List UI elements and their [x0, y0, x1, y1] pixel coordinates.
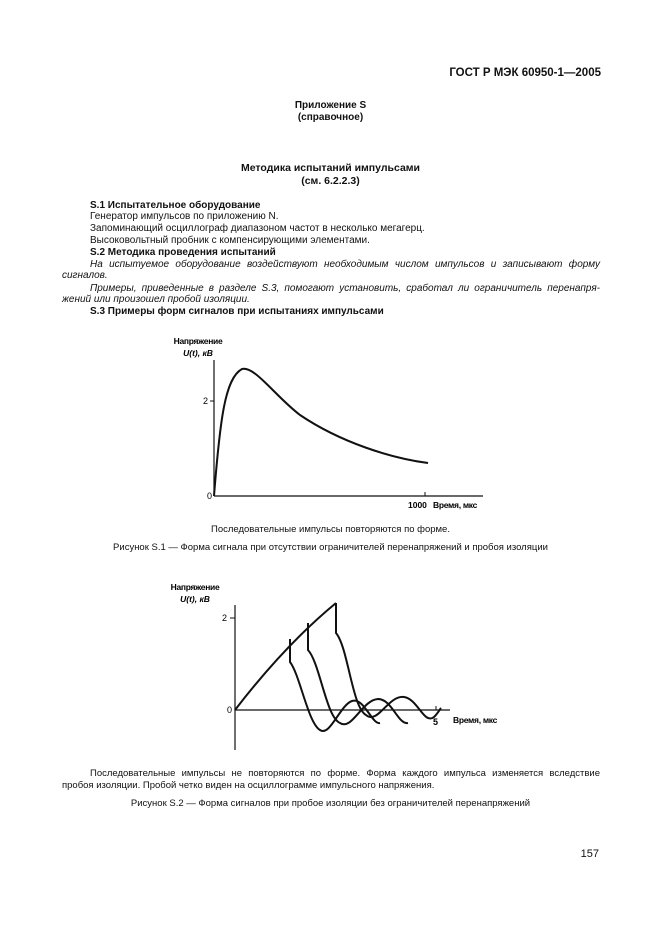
s2-heading: S.2 Методика проведения испытаний	[90, 247, 276, 258]
fig1-note: Последовательные импульсы повторяются по форме.	[211, 524, 450, 535]
page-number: 157	[580, 848, 599, 860]
fig2-note-line1: Последовательные импульсы не повторяются по форме. Форма каждого импульса изменяется вследствие	[90, 768, 600, 779]
s1-heading: S.1 Испытательное оборудование	[90, 200, 261, 211]
document-header: ГОСТ Р МЭК 60950-1—2005	[449, 67, 601, 79]
s1-line-2: Запоминающий осциллограф диапазоном частот в несколько мегагерц.	[90, 223, 425, 234]
s2-p2-line1: Примеры, приведенные в разделе S.3, помогают установить, сработал ли ограничитель перенапря-	[90, 283, 600, 294]
fig1-impulse-curve	[214, 369, 428, 496]
fig2-pulse-2	[308, 623, 408, 724]
s2-p1-line2: сигналов.	[62, 270, 108, 281]
fig2-tick-origin-label: 0	[226, 705, 232, 715]
fig1-caption: Рисунок S.1 — Форма сигнала при отсутствии ограничителей перенапряжений и пробоя изоляции	[113, 542, 548, 553]
fig2-tick-y2-label: 2	[221, 613, 227, 623]
fig1-tick-x-label: 1000	[408, 500, 427, 510]
s1-line-1: Генератор импульсов по приложению N.	[90, 211, 279, 222]
section-title: Методика испытаний импульсами	[240, 162, 421, 174]
fig1-y-label-line2: U(t), кВ	[183, 348, 213, 358]
figure-1-plot	[0, 320, 661, 520]
fig2-y-label-line1: Напряжение	[170, 582, 220, 592]
fig1-x-label: Время, мкс	[433, 500, 478, 510]
fig1-tick-y2-label: 2	[202, 396, 208, 406]
fig2-note-line2: пробоя изоляции. Пробой четко виден на осциллограмме импульсного напряжения.	[62, 780, 435, 791]
s2-p2-line2: жений или произошел пробой изоляции.	[62, 294, 250, 305]
figure-2-plot	[0, 575, 661, 765]
fig2-tick-x-label: 5	[433, 717, 439, 727]
fig2-rise-curve	[235, 603, 336, 710]
appendix-subtitle: (справочное)	[297, 112, 364, 123]
s3-heading: S.3 Примеры форм сигналов при испытаниях импульсами	[90, 306, 384, 317]
fig2-caption: Рисунок S.2 — Форма сигналов при пробое изоляции без ограничителей перенапряжений	[130, 798, 531, 809]
fig2-x-label: Время, мкс	[453, 715, 498, 725]
fig1-tick-origin-label: 0	[206, 491, 212, 501]
s2-p1-line1: На испытуемое оборудование воздействуют необходимым числом импульсов и записывают форму	[90, 259, 600, 270]
appendix-title: Приложение S	[294, 100, 367, 111]
fig1-y-label-line1: Напряжение	[173, 336, 223, 346]
section-subtitle: (см. 6.2.2.3)	[301, 175, 360, 187]
fig2-y-label-line2: U(t), кВ	[180, 594, 210, 604]
s1-line-3: Высоковольтный пробник с компенсирующими элементами.	[90, 235, 370, 246]
